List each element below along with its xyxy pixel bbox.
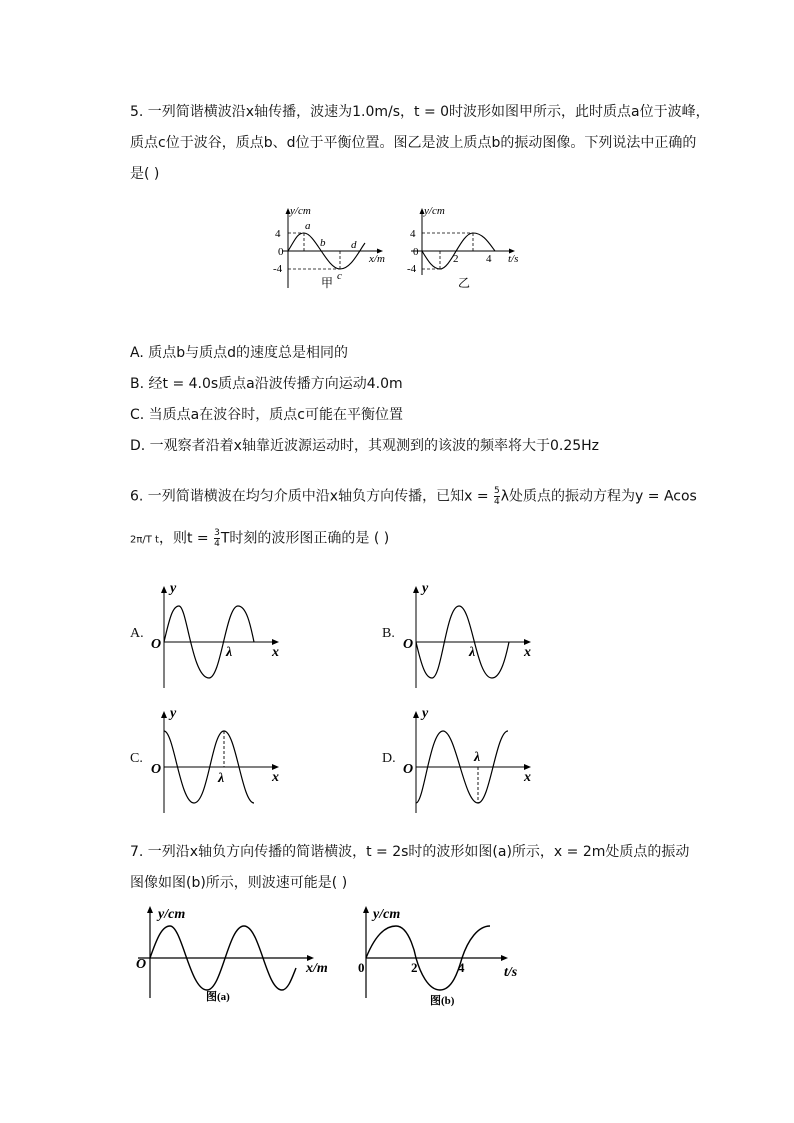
q6-b-y-label: y xyxy=(422,581,429,596)
q6-line-1-text: 6. 一列简谐横波在均匀介质中沿x轴负方向传播，已知x = xyxy=(130,488,494,505)
q5-option-d[interactable]: D. 一观察者沿着x轴靠近波源运动时，其观测到的该波的频率将大于0.25Hz xyxy=(130,438,600,454)
q6-a-y-label: y xyxy=(170,581,177,596)
q6-option-d-label[interactable]: D. xyxy=(382,751,396,766)
q5-line-1: 5. 一列简谐横波沿x轴传播，波速为1.0m/s，t = 0时波形如图甲所示，此时质点a位于波峰， xyxy=(130,104,710,120)
q6-option-c-label[interactable]: C. xyxy=(130,751,143,766)
q7-figure-b xyxy=(358,900,538,1010)
q7-figure-a xyxy=(132,900,342,1010)
q7-a-y-label: y/cm xyxy=(158,907,186,922)
q6-b-origin: O xyxy=(403,637,414,652)
q6-fraction-5-4 xyxy=(494,486,500,507)
q6-option-d-graph[interactable] xyxy=(400,703,540,815)
q7-b-y-label: y/cm xyxy=(373,907,401,922)
q5-jia-caption: 甲 xyxy=(321,276,334,290)
q6-line-2-text-b: T时刻的波形图正确的是 ( ) xyxy=(220,530,390,547)
q6-c-origin: O xyxy=(151,762,162,777)
q6-d-lambda: λ xyxy=(474,750,481,765)
q7-a-caption: 图(a) xyxy=(206,991,230,1003)
q6-a-x-label: x xyxy=(272,645,279,660)
q5-yi-x-axis-label: t/s xyxy=(508,253,519,265)
q5-line-2: 质点c位于波谷，质点b、d位于平衡位置。图乙是波上质点b的振动图像。下列说法中正确的 xyxy=(130,135,697,151)
q5-jia-tick-0: 0 xyxy=(278,246,284,258)
q5-yi-tick-t2: 2 xyxy=(453,253,459,265)
q6-frac1-den: 4 xyxy=(494,497,500,507)
q5-jia-point-d: d xyxy=(351,239,357,251)
q6-d-x-label: x xyxy=(524,770,531,785)
q5-line-3: 是( ) xyxy=(130,166,160,182)
q5-yi-y-axis-label: y/cm xyxy=(424,205,445,217)
q7-b-caption: 图(b) xyxy=(430,995,455,1007)
q7-b-origin: 0 xyxy=(358,960,365,975)
q5-yi-tick-4: 4 xyxy=(410,228,416,240)
q6-line-1-text-b: λ处质点的振动方程为y = Acos xyxy=(500,488,697,505)
q5-jia-x-axis-label: x/m xyxy=(369,253,385,265)
q6-c-lambda: λ xyxy=(218,771,225,786)
q6-line-2 xyxy=(130,528,389,551)
q5-jia-y-axis-label: y/cm xyxy=(290,205,311,217)
q7-a-origin: O xyxy=(136,957,147,972)
q5-jia-point-b: b xyxy=(320,237,326,249)
q6-c-y-label: y xyxy=(170,706,177,721)
q6-d-origin: O xyxy=(403,762,414,777)
q6-b-lambda: λ xyxy=(469,645,476,660)
q5-yi-caption: 乙 xyxy=(458,276,471,290)
q5-jia-point-a: a xyxy=(305,220,311,232)
q6-option-c-graph[interactable] xyxy=(148,703,288,815)
q6-line-2-text: ，则t = xyxy=(158,530,214,547)
q6-option-a-graph[interactable] xyxy=(148,578,288,690)
q7-b-x-label: t/s xyxy=(504,965,518,980)
q6-option-b-label[interactable]: B. xyxy=(382,626,395,641)
q6-a-origin: O xyxy=(151,637,162,652)
q6-b-x-label: x xyxy=(524,645,531,660)
q5-figure-jia xyxy=(275,203,395,295)
q5-jia-point-c: c xyxy=(337,270,342,282)
q6-c-x-label: x xyxy=(272,770,279,785)
q7-line-1: 7. 一列沿x轴负方向传播的简谐横波，t = 2s时的波形如图(a)所示，x = 2m处质点的振动 xyxy=(130,844,690,860)
q7-line-2: 图像如图(b)所示，则波速可能是( ) xyxy=(130,875,348,891)
q7-b-tick-4: 4 xyxy=(458,960,465,975)
q5-yi-tick-0: 0 xyxy=(413,246,419,258)
q5-yi-tick-t4: 4 xyxy=(486,253,492,265)
q6-a-lambda: λ xyxy=(226,645,233,660)
q6-frac1-num: 5 xyxy=(494,486,500,496)
q6-line-1 xyxy=(130,486,697,507)
q7-b-tick-2: 2 xyxy=(411,960,418,975)
q5-jia-tick-4: 4 xyxy=(275,228,281,240)
q6-frac2-den: 4 xyxy=(214,539,220,549)
q6-frac2-num: 3 xyxy=(214,528,220,538)
q6-paren-expr: 2π/T t xyxy=(130,534,159,546)
q5-option-a[interactable]: A. 质点b与质点d的速度总是相同的 xyxy=(130,345,349,361)
q6-option-b-graph[interactable] xyxy=(400,578,540,690)
q6-option-a-label[interactable]: A. xyxy=(130,626,144,641)
q7-a-x-label: x/m xyxy=(306,961,328,976)
q5-figure-yi xyxy=(403,203,528,295)
q6-d-y-label: y xyxy=(422,706,429,721)
q5-jia-tick-neg4: -4 xyxy=(273,263,283,275)
q5-option-c[interactable]: C. 当质点a在波谷时，质点c可能在平衡位置 xyxy=(130,407,403,423)
q5-yi-tick-neg4: -4 xyxy=(407,263,417,275)
q6-fraction-3-4 xyxy=(214,528,220,549)
q5-option-b[interactable]: B. 经t = 4.0s质点a沿波传播方向运动4.0m xyxy=(130,376,403,392)
